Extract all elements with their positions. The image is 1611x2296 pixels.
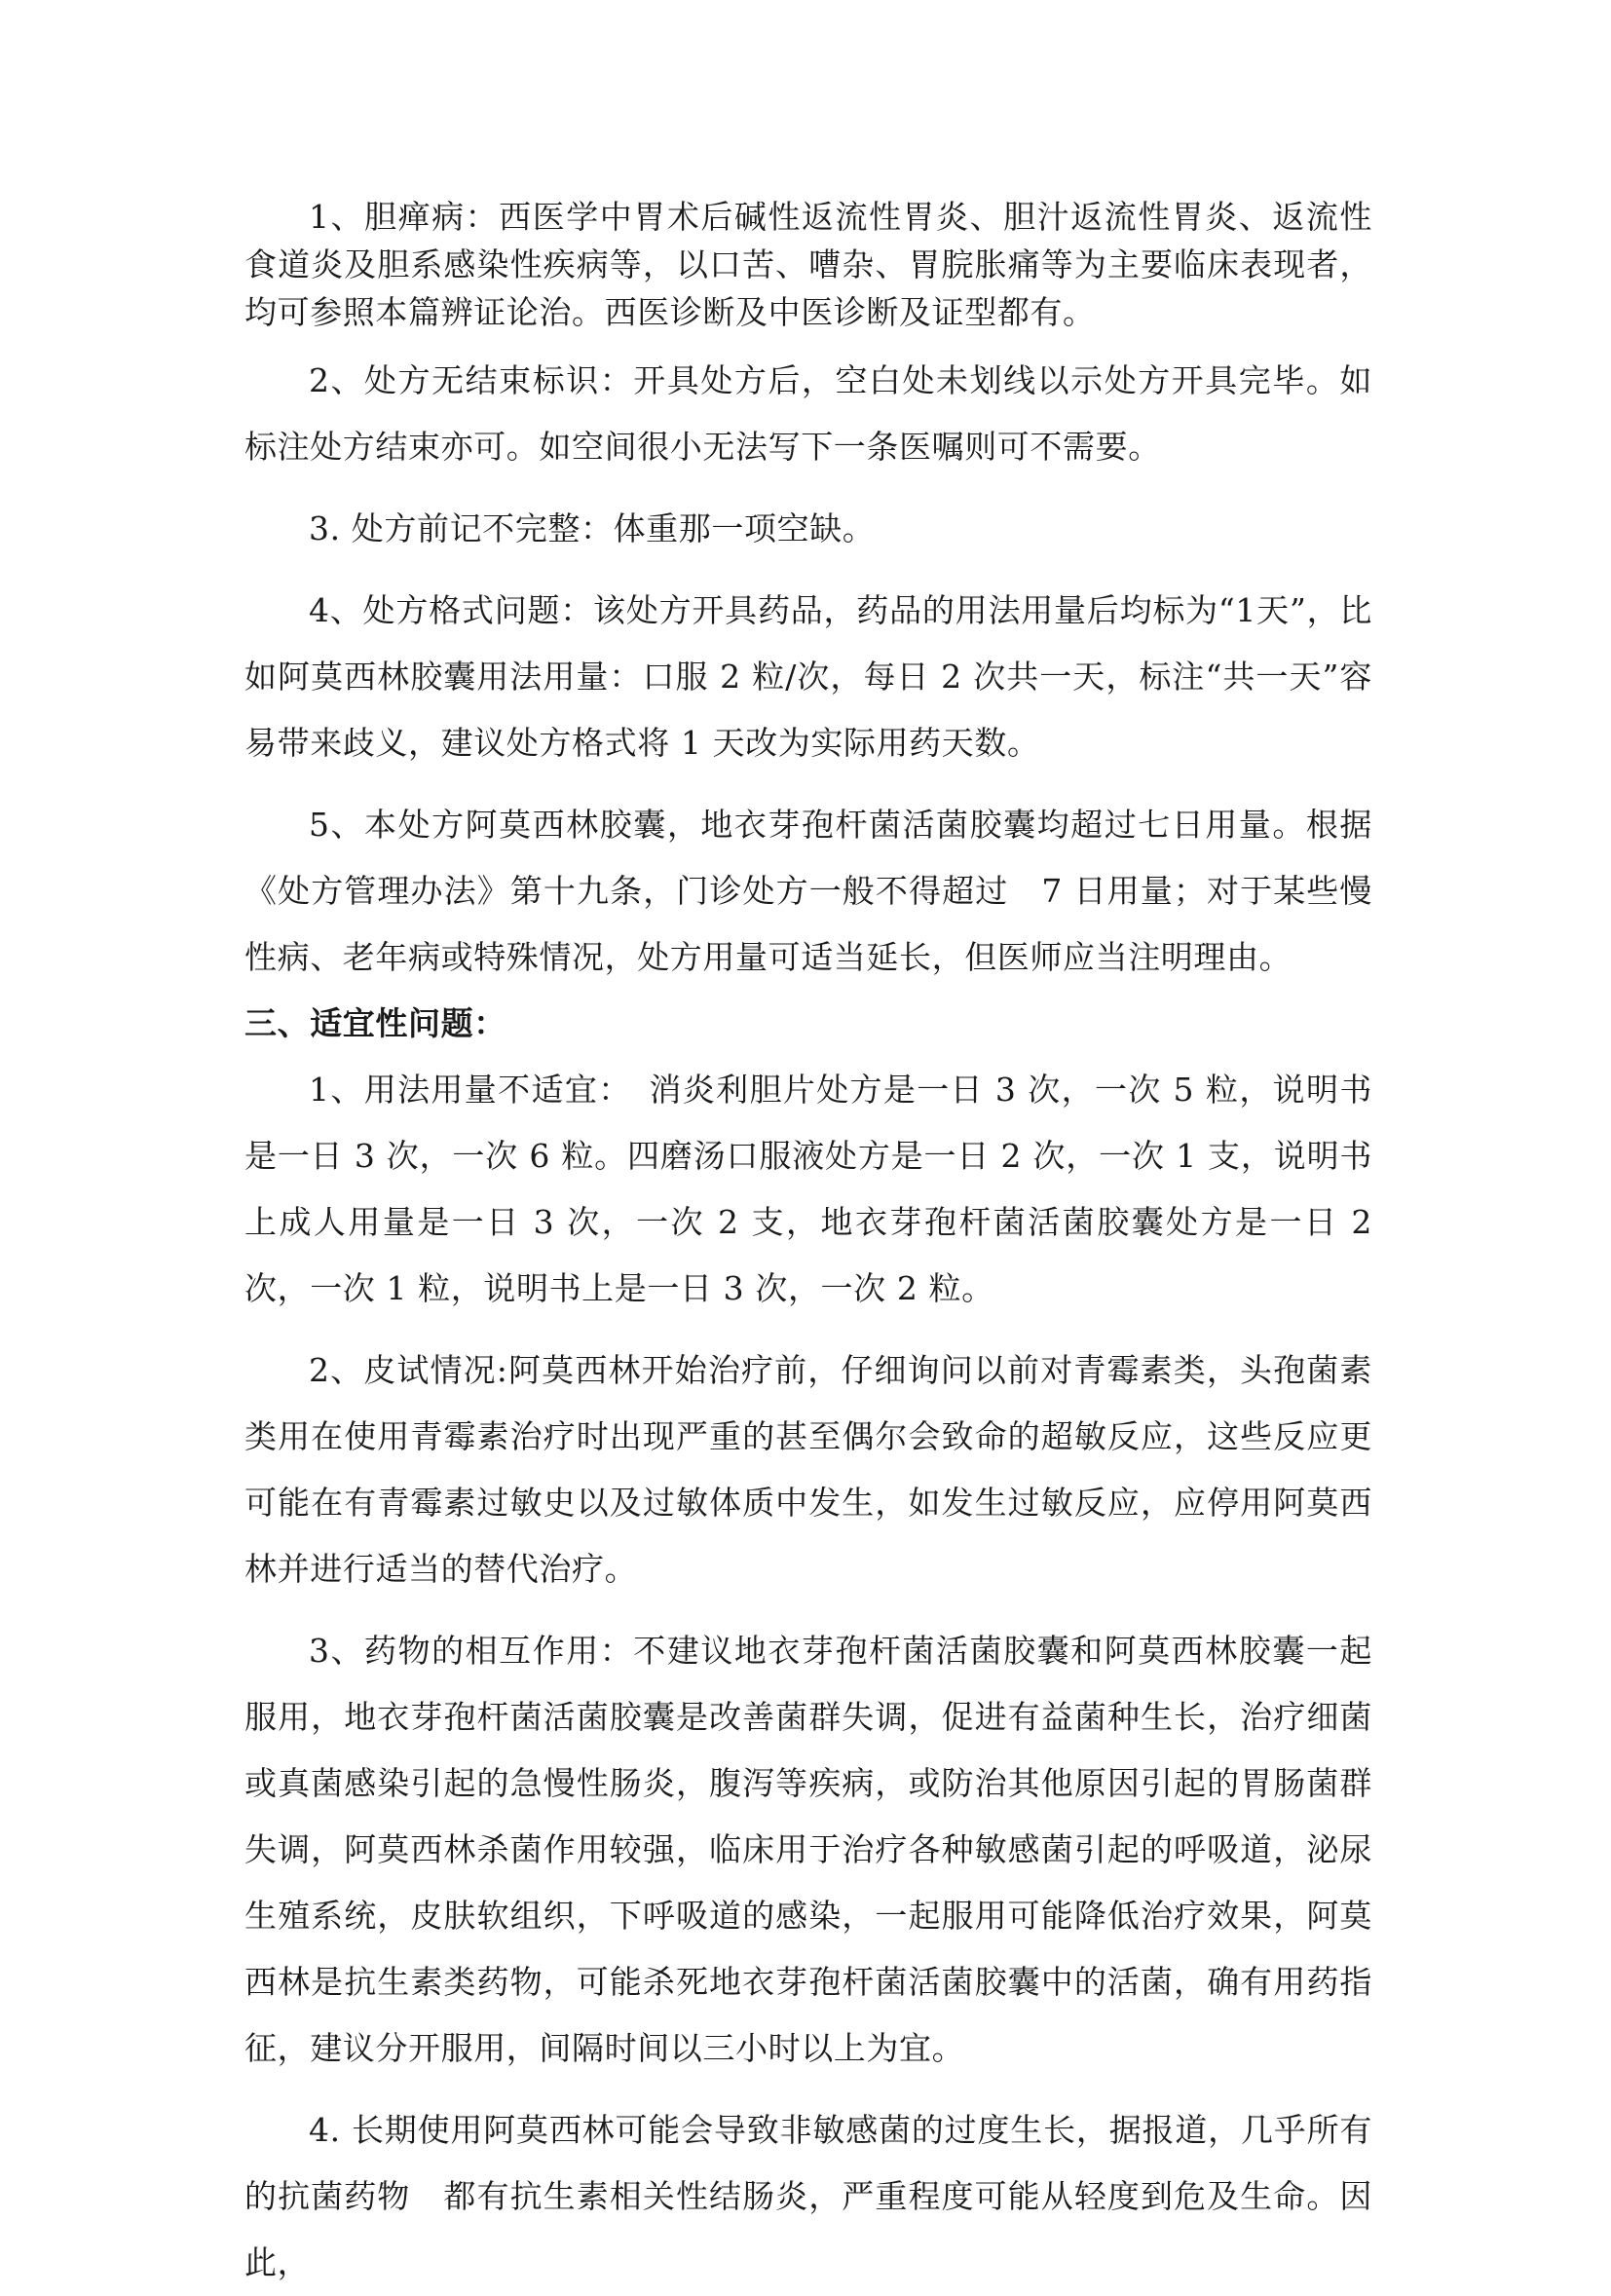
paragraph-drug-interaction: 3、药物的相互作用：不建议地衣芽孢杆菌活菌胶囊和阿莫西林胶囊一起服用，地衣芽孢杆菌活菌胶囊是改善菌群失调，促进有益菌种生长，治疗细菌或真菌感染引起的急慢性肠炎，腹泻等疾病，或防治其他原因引起的胃肠菌群失调，阿莫西林杀菌作用较强，临床用于治疗各种敏感菌引起的呼吸道，泌尿生殖系统，皮肤软组织，下呼吸道的感染，一起服用可能降低治疗效果，阿莫西林是抗生素类药物，可能杀死地衣芽孢杆菌活菌胶囊中的活菌，确有用药指征，建议分开服用，间隔时间以三小时以上为宜。 [244,1632,1372,2067]
document-body [244,193,1372,2296]
paragraph-cholecystitis-note: 1、胆瘅病：西医学中胃术后碱性返流性胃炎、胆汁返流性胃炎、返流性食道炎及胆系感染性疾病等，以口苦、嘈杂、胃脘胀痛等为主要临床表现者，均可参照本篇辨证论治。西医诊断及中医诊断及证型都有。 [244,198,1372,331]
paragraph-format-issue: 4、处方格式问题：该处方开具药品，药品的用法用量后均标为“1天”，比如阿莫西林胶囊用法用量：口服 2 粒/次，每日 2 次共一天，标注“共一天”容易带来歧义，建议处方格式将 1 天改为实际用药天数。 [244,591,1372,762]
paragraph-long-term-use: 4. 长期使用阿莫西林可能会导致非敏感菌的过度生长，据报道，几乎所有的抗菌药物 都有抗生素相关性结肠炎，严重程度可能从轻度到危及生命。因此， [244,2111,1372,2281]
paragraph-incomplete-header: 3. 处方前记不完整：体重那一项空缺。 [309,509,876,547]
paragraph-dosage-issue: 1、用法用量不适宜： 消炎利胆片处方是一日 3 次，一次 5 粒，说明书是一日 3 次，一次 6 粒。四磨汤口服液处方是一日 2 次，一次 1 支，说明书上成人用量是一日 3 次，一次 2 支，地衣芽孢杆菌活菌胶囊处方是一日 2 次，一次 1 粒，说明书上是一日 3 次，一次 2 粒。 [244,1071,1372,1307]
paragraph-missing-end-mark: 2、处方无结束标识：开具处方后，空白处未划线以示处方开具完毕。如标注处方结束亦可。如空间很小无法写下一条医嘱则可不需要。 [244,361,1372,466]
paragraph-skin-test: 2、皮试情况:阿莫西林开始治疗前，仔细询问以前对青霉素类，头孢菌素类用在使用青霉素治疗时出现严重的甚至偶尔会致命的超敏反应，这些反应更可能在有青霉素过敏史以及过敏体质中发生，如发生过敏反应，应停用阿莫西林并进行适当的替代治疗。 [244,1351,1372,1588]
section-heading-appropriateness: 三、适宜性问题： [244,1004,506,1042]
paragraph-seven-day-limit: 5、本处方阿莫西林胶囊，地衣芽孢杆菌活菌胶囊均超过七日用量。根据《处方管理办法》第十九条，门诊处方一般不得超过 7 日用量；对于某些慢性病、老年病或特殊情况，处方用量可适当延长，但医师应当注明理由。 [244,806,1372,976]
